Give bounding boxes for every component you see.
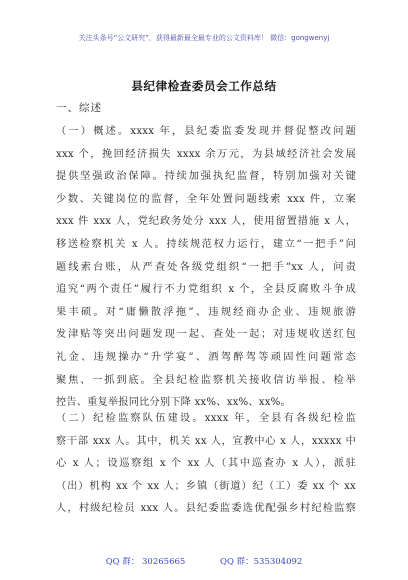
- text-line: 题线索台账，从严查处各级党组织“一把手”xx 人，问责: [56, 261, 356, 273]
- paragraph-overview: [56, 121, 356, 415]
- text-line: （二）纪检监察队伍建设。xxxx 年，全县有各级纪检监: [56, 413, 356, 424]
- text-line: （一）概述。xxxx 年，县纪委监委发现并督促整改问题: [56, 126, 356, 137]
- qq-group-2: QQ 群：535304092: [220, 557, 303, 567]
- text-line: 礼金、违规操办“升学宴”、酒驾醉驾等顽固性问题常态: [56, 351, 356, 363]
- section-heading: 一、综述: [56, 102, 102, 114]
- text-line: 移送检察机关 x 人。持续规范权力运行，建立“一把手”问: [56, 238, 356, 250]
- qq-group-1: QQ 群： 30265665: [105, 557, 186, 567]
- text-line: xxx 件 xxx 人，党纪政务处分 xxx 人，使用留置措施 x 人，: [56, 216, 356, 228]
- text-line: 提供坚强政治保障。持续加强执纪监督，特别加强对关键: [56, 171, 356, 183]
- text-line: 追究“两个责任”履行不力党组织 x 个，全县反腐败斗争成: [56, 284, 356, 296]
- text-line: 人，村级纪检员 xxx 人。县纪委监委选优配强乡村纪检监察: [56, 503, 356, 515]
- text-line: 少数、关键岗位的监督，全年处置问题线索 xxx 件，立案: [56, 193, 356, 205]
- text-line: （出）机构 xx 个 xx 人；乡镇（街道）纪（工）委 xx 个 xx: [56, 480, 356, 492]
- header-note: 关注头条号“公文研究”，获得最新最全最专业的公文资料库！ 微信：gongwenyj: [78, 34, 330, 42]
- footer-qq-groups: [0, 555, 408, 567]
- text-line: 察干部 xxx 人。其中，机关 xx 人，宣教中心 x 人，xxxxx 中: [56, 435, 356, 447]
- text-line: 心 x 人；设巡察组 x 个 xx 人（其中巡查办 x 人），派驻: [56, 458, 356, 470]
- text-line: 聚焦、一抓到底。全县纪检监察机关接收信访举报、检举: [56, 374, 356, 386]
- text-line: 发津贴等突出问题发现一起、查处一起；对违规收送红包: [56, 329, 356, 341]
- paragraph-team-building: [56, 408, 356, 521]
- text-line: xxx 个，挽回经济损失 xxxx 余万元，为县域经济社会发展: [56, 148, 356, 160]
- document-title: 县纪律检查委员会工作总结: [131, 79, 277, 93]
- text-line: 果丰硕。对“庸懒散浮拖”、违规经商办企业、违规旅游: [56, 306, 356, 318]
- text-line: 控告、重复举报同比分别下降 xx%、xx%、xx%。: [56, 397, 291, 409]
